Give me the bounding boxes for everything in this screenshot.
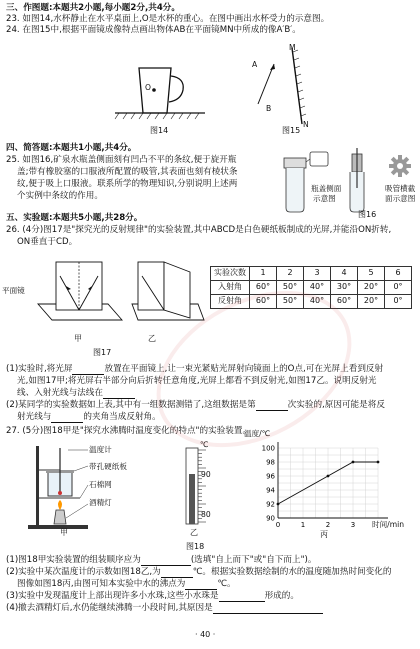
q27-2-text-d: ℃。 <box>217 579 236 589</box>
table-cell: 30° <box>331 281 358 295</box>
table-header: 1 <box>250 267 277 281</box>
section3-title: 三、作图题:本题共2小题,每小题2分,共4分。 <box>6 3 180 13</box>
q25-line2: 盖;带有橡胶塞的口服液所配置的吸管,其表面也刻有棱状条 <box>17 167 238 177</box>
bottle-cap-caption: 瓶盖侧面 <box>311 184 342 193</box>
figure17-reflection <box>20 252 205 332</box>
figure18-yi: 乙 <box>190 528 198 537</box>
table-row <box>211 281 412 295</box>
answer-blank[interactable] <box>161 569 193 578</box>
chart-ytick-label: 96 <box>266 472 275 481</box>
q27-text: 27. (5分)图18甲是"探究水沸腾时温度变化的特点"的实验装置。 <box>6 426 252 436</box>
figure17-caption: 图17 <box>93 348 112 357</box>
table-cell: 20° <box>358 281 385 295</box>
board-label: 带孔硬纸板 <box>89 462 127 471</box>
answer-blank[interactable] <box>103 390 135 399</box>
q26-line1: 26. (4分)图17是"探究光的反射规律"的实验装置,其中ABCD是白色硬纸板制成的光屏,并能沿ON折转, <box>6 225 392 235</box>
straw-caption2: 面示意图 <box>385 194 416 203</box>
chart-ytick-label: 98 <box>266 458 275 467</box>
table-cell: 40° <box>304 281 331 295</box>
point-n-label: N <box>303 120 309 129</box>
q27-2-text-b: ℃。根据实验数据绘制的水的温度随加热时间变化的 <box>192 567 392 577</box>
figure15-mirror <box>240 42 320 132</box>
chart-xtick-label: 2 <box>325 521 331 529</box>
table-header: 3 <box>304 267 331 281</box>
figure14-cup <box>105 50 215 130</box>
chart-xlabel: 时间/min <box>372 520 405 529</box>
q27-2-text-c: 图像如图18丙,由图可知本实验中水的沸点为 <box>17 579 186 589</box>
figure18-jia: 甲 <box>60 528 68 537</box>
q27-4-text-a: (4)撤去酒精灯后,水仍能继续沸腾一小段时间,其原因是 <box>6 603 213 613</box>
q26-1-text-a: (1)实验时,将光屏 <box>6 364 73 374</box>
q25-line4: 个实例中条纹的作用。 <box>17 191 103 201</box>
bottle-cap-caption2: 示意图 <box>313 194 336 203</box>
q27-3-text-b: 形成的。 <box>264 591 299 601</box>
chart-ytick-label: 90 <box>266 514 275 523</box>
q26-2-text-c: 射光线与 <box>17 412 52 422</box>
q27-3-text-a: (3)实验中发现温度计上部出现许多小水珠,这些小水珠是 <box>6 591 219 601</box>
chart-xtick-label: 1 <box>300 521 306 529</box>
section5-title: 五、实验题:本题共5小题,共28分。 <box>6 213 143 223</box>
answer-blank[interactable] <box>141 557 191 566</box>
chart-ytick-label: 94 <box>266 486 275 495</box>
answer-blank[interactable] <box>72 366 104 375</box>
point-b-label: B <box>266 104 272 113</box>
chart-point <box>327 475 330 478</box>
chart-point <box>277 503 280 506</box>
chart-xtick-label: 0 <box>275 521 281 529</box>
q27-2-line1 <box>6 567 414 578</box>
answer-blank[interactable] <box>51 414 83 423</box>
table-cell: 50° <box>277 295 304 309</box>
table-header-row <box>211 267 412 281</box>
table-cell: 60° <box>331 295 358 309</box>
table-cell: 0° <box>385 295 412 309</box>
answer-blank[interactable] <box>185 581 217 590</box>
figure18-caption: 图18 <box>186 542 205 551</box>
section4-title: 四、简答题:本题共1小题,共4分。 <box>6 143 137 153</box>
q27-2-text-a: (2)实验中某次温度计的示数如图18乙,为 <box>6 567 161 577</box>
table-cell: 0° <box>385 281 412 295</box>
figure16-caption: 图16 <box>358 210 377 219</box>
q23-text: 23. 如图14,水杯静止在水平桌面上,O是水杯的重心。在图中画出水杯受力的示意图。 <box>6 14 330 24</box>
q26-1-line2: 光,如图17甲;将光屏右半部分向后折转任意角度,光屏上都看不到反射光,如图17乙。说明反射光 <box>17 376 377 386</box>
figure17-yi: 乙 <box>148 334 156 343</box>
chart-ylabel: 温度/℃ <box>244 429 271 438</box>
point-m-label: M <box>289 43 296 52</box>
point-a-label: A <box>252 60 258 69</box>
q27-4 <box>6 603 414 614</box>
table-header: 2 <box>277 267 304 281</box>
q26-2-text-d: 的夹角当成反射角。 <box>83 412 161 422</box>
table-header: 6 <box>385 267 412 281</box>
table-cell: 反射角 <box>211 295 250 309</box>
q25-line1: 25. 如图16,矿泉水瓶盖侧面刻有凹凸不平的条纹,便于旋开瓶 <box>6 155 237 165</box>
q27-3 <box>6 591 414 602</box>
answer-blank[interactable] <box>213 605 323 614</box>
chart-point <box>352 461 355 464</box>
table-header: 4 <box>331 267 358 281</box>
chart-xtick-label: 3 <box>350 521 356 529</box>
lamp-label: 酒精灯 <box>89 498 112 507</box>
celsius-unit: ℃ <box>200 440 209 449</box>
figure14-caption: 图14 <box>150 126 169 135</box>
temperature-time-chart <box>248 438 418 530</box>
figure16-bottle-straw <box>280 148 418 218</box>
table-cell: 40° <box>304 295 331 309</box>
table-header: 5 <box>358 267 385 281</box>
q26-1-text-b: 放置在平面镜上,让一束光紧贴光屏射向镜面上的O点,可在光屏上看到反射 <box>104 364 384 374</box>
table-header: 实验次数 <box>211 267 250 281</box>
q26-1-text-d: 线、入射光线与法线在 <box>17 388 103 398</box>
tick-80-label: 80 <box>201 510 211 519</box>
chart-ytick-label: 92 <box>266 500 275 509</box>
q25-line3: 纹,便于吸上口服液。联系所学的物理知识,分别说明上述两 <box>17 179 238 189</box>
straw-caption: 吸管横截 <box>385 184 416 193</box>
q26-2-text-a: (2)某同学的实验数据如上表,其中有一组数据测错了,这组数据是第 <box>6 400 256 410</box>
table-cell: 20° <box>358 295 385 309</box>
figure18-bing: 丙 <box>320 530 328 539</box>
figure15-caption: 图15 <box>282 126 301 135</box>
chart-point <box>377 461 380 464</box>
chart-ytick-label: 100 <box>261 444 275 453</box>
table-cell: 入射角 <box>211 281 250 295</box>
q26-2-text-b: 次实验的,原因可能是将反 <box>287 400 385 410</box>
plane-mirror-label: 平面镜 <box>2 286 25 295</box>
answer-blank[interactable] <box>219 593 265 602</box>
tick-90-label: 90 <box>201 470 211 479</box>
table-cell: 50° <box>277 281 304 295</box>
q27-1-text-a: (1)图18甲实验装置的组装顺序应为 <box>6 555 141 565</box>
q27-2-line2 <box>17 579 414 590</box>
point-o-label: O <box>145 83 151 92</box>
page-number: · 40 · <box>195 630 216 639</box>
table-cell: 60° <box>250 281 277 295</box>
table-cell: 60° <box>250 295 277 309</box>
q24-text: 24. 在图15中,根据平面镜成像特点画出物体AB在平面镜MN中所成的像A′B′。 <box>6 25 301 35</box>
q27-1 <box>6 555 414 566</box>
figure17-jia: 甲 <box>74 334 82 343</box>
gauze-label: 石棉网 <box>89 480 112 489</box>
q26-line2: ON垂直于CD。 <box>17 237 78 247</box>
thermometer-label: 温度计 <box>89 445 112 454</box>
q27-1-text-b: (选填"自上而下"或"自下而上")。 <box>190 555 317 565</box>
